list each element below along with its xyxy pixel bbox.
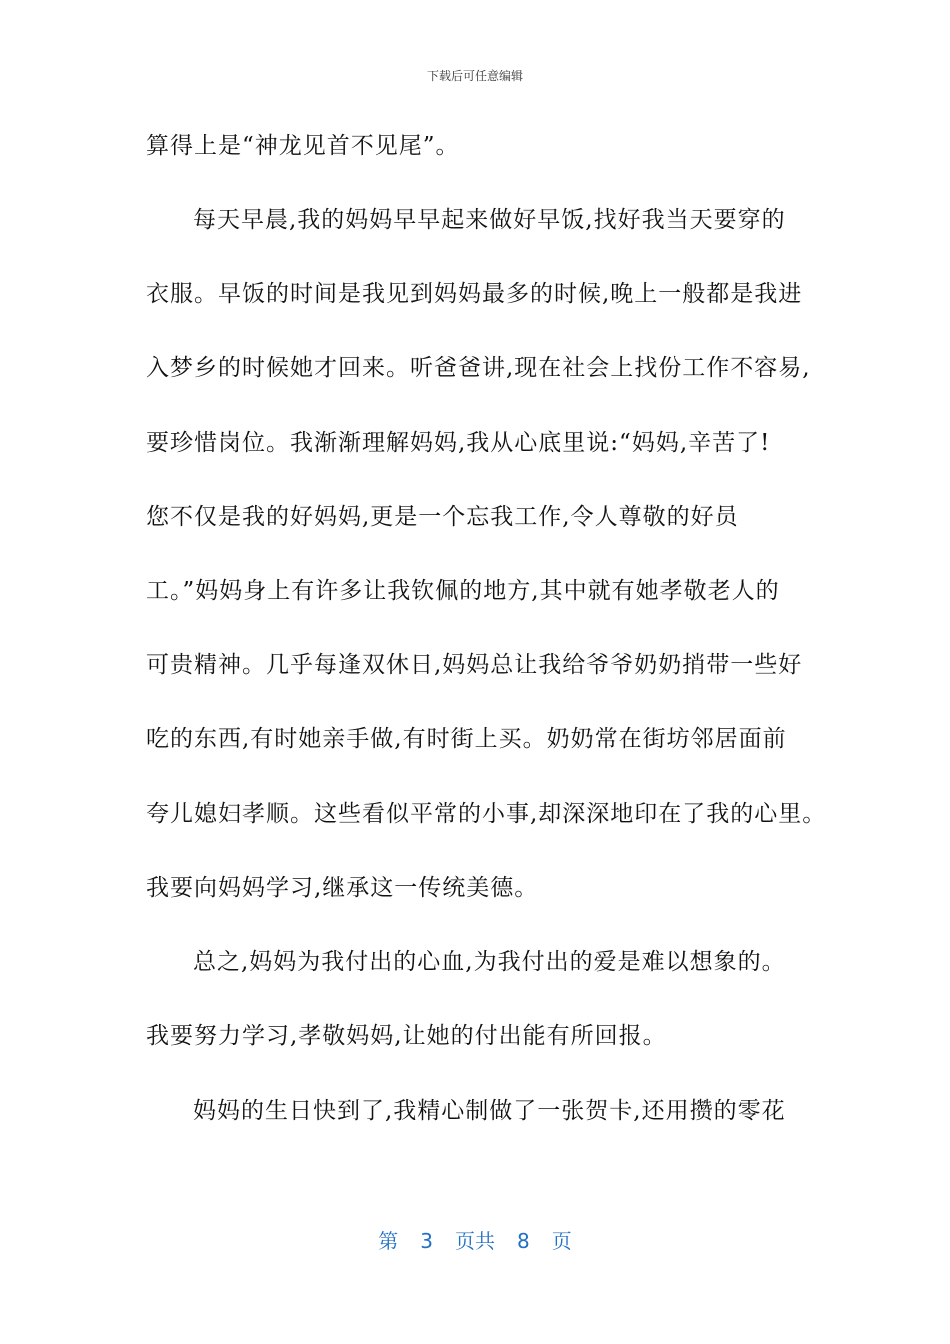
text-line: 衣服。早饭的时间是我见到妈妈最多的时候,晚上一般都是我进: [146, 281, 803, 307]
text-line: 我要努力学习,孝敬妈妈,让她的付出能有所回报。: [146, 1023, 667, 1049]
text-line: 每天早晨,我的妈妈早早起来做好早饭,找好我当天要穿的: [193, 207, 786, 233]
page-footer: [0, 1225, 950, 1254]
text-line: 入梦乡的时候她才回来。听爸爸讲,现在社会上找份工作不容易,: [146, 355, 811, 381]
text-line: 工。”妈妈身上有许多让我钦佩的地方,其中就有她孝敬老人的: [146, 578, 780, 604]
text-line: 我要向妈妈学习,继承这一传统美德。: [146, 875, 539, 901]
text-line: 算得上是“神龙见首不见尾”。: [146, 133, 460, 159]
text-line: 吃的东西,有时她亲手做,有时街上买。奶奶常在街坊邻居面前: [146, 726, 787, 752]
text-line: 您不仅是我的好妈妈,更是一个忘我工作,令人尊敬的好员: [146, 504, 739, 530]
header-note: 下载后可任意编辑: [426, 69, 523, 83]
text-line: 夸儿媳妇孝顺。这些看似平常的小事,却深深地印在了我的心里。: [146, 801, 827, 827]
text-line: 总之,妈妈为我付出的心血,为我付出的爱是难以想象的。: [193, 949, 786, 975]
page-total-number: 8: [517, 1229, 530, 1253]
text-line: 要珍惜岗位。我渐渐理解妈妈,我从心底里说:“妈妈,辛苦了!: [146, 430, 771, 456]
page-label-suffix: 页: [551, 1229, 572, 1253]
text-line: 妈妈的生日快到了,我精心制做了一张贺卡,还用攒的零花: [193, 1098, 786, 1124]
page-label-prefix: 第: [378, 1229, 399, 1253]
page-label-mid: 页共: [455, 1229, 495, 1253]
page-current-number: 3: [420, 1229, 433, 1253]
text-line: 可贵精神。几乎每逢双休日,妈妈总让我给爷爷奶奶捎带一些好: [146, 652, 803, 678]
